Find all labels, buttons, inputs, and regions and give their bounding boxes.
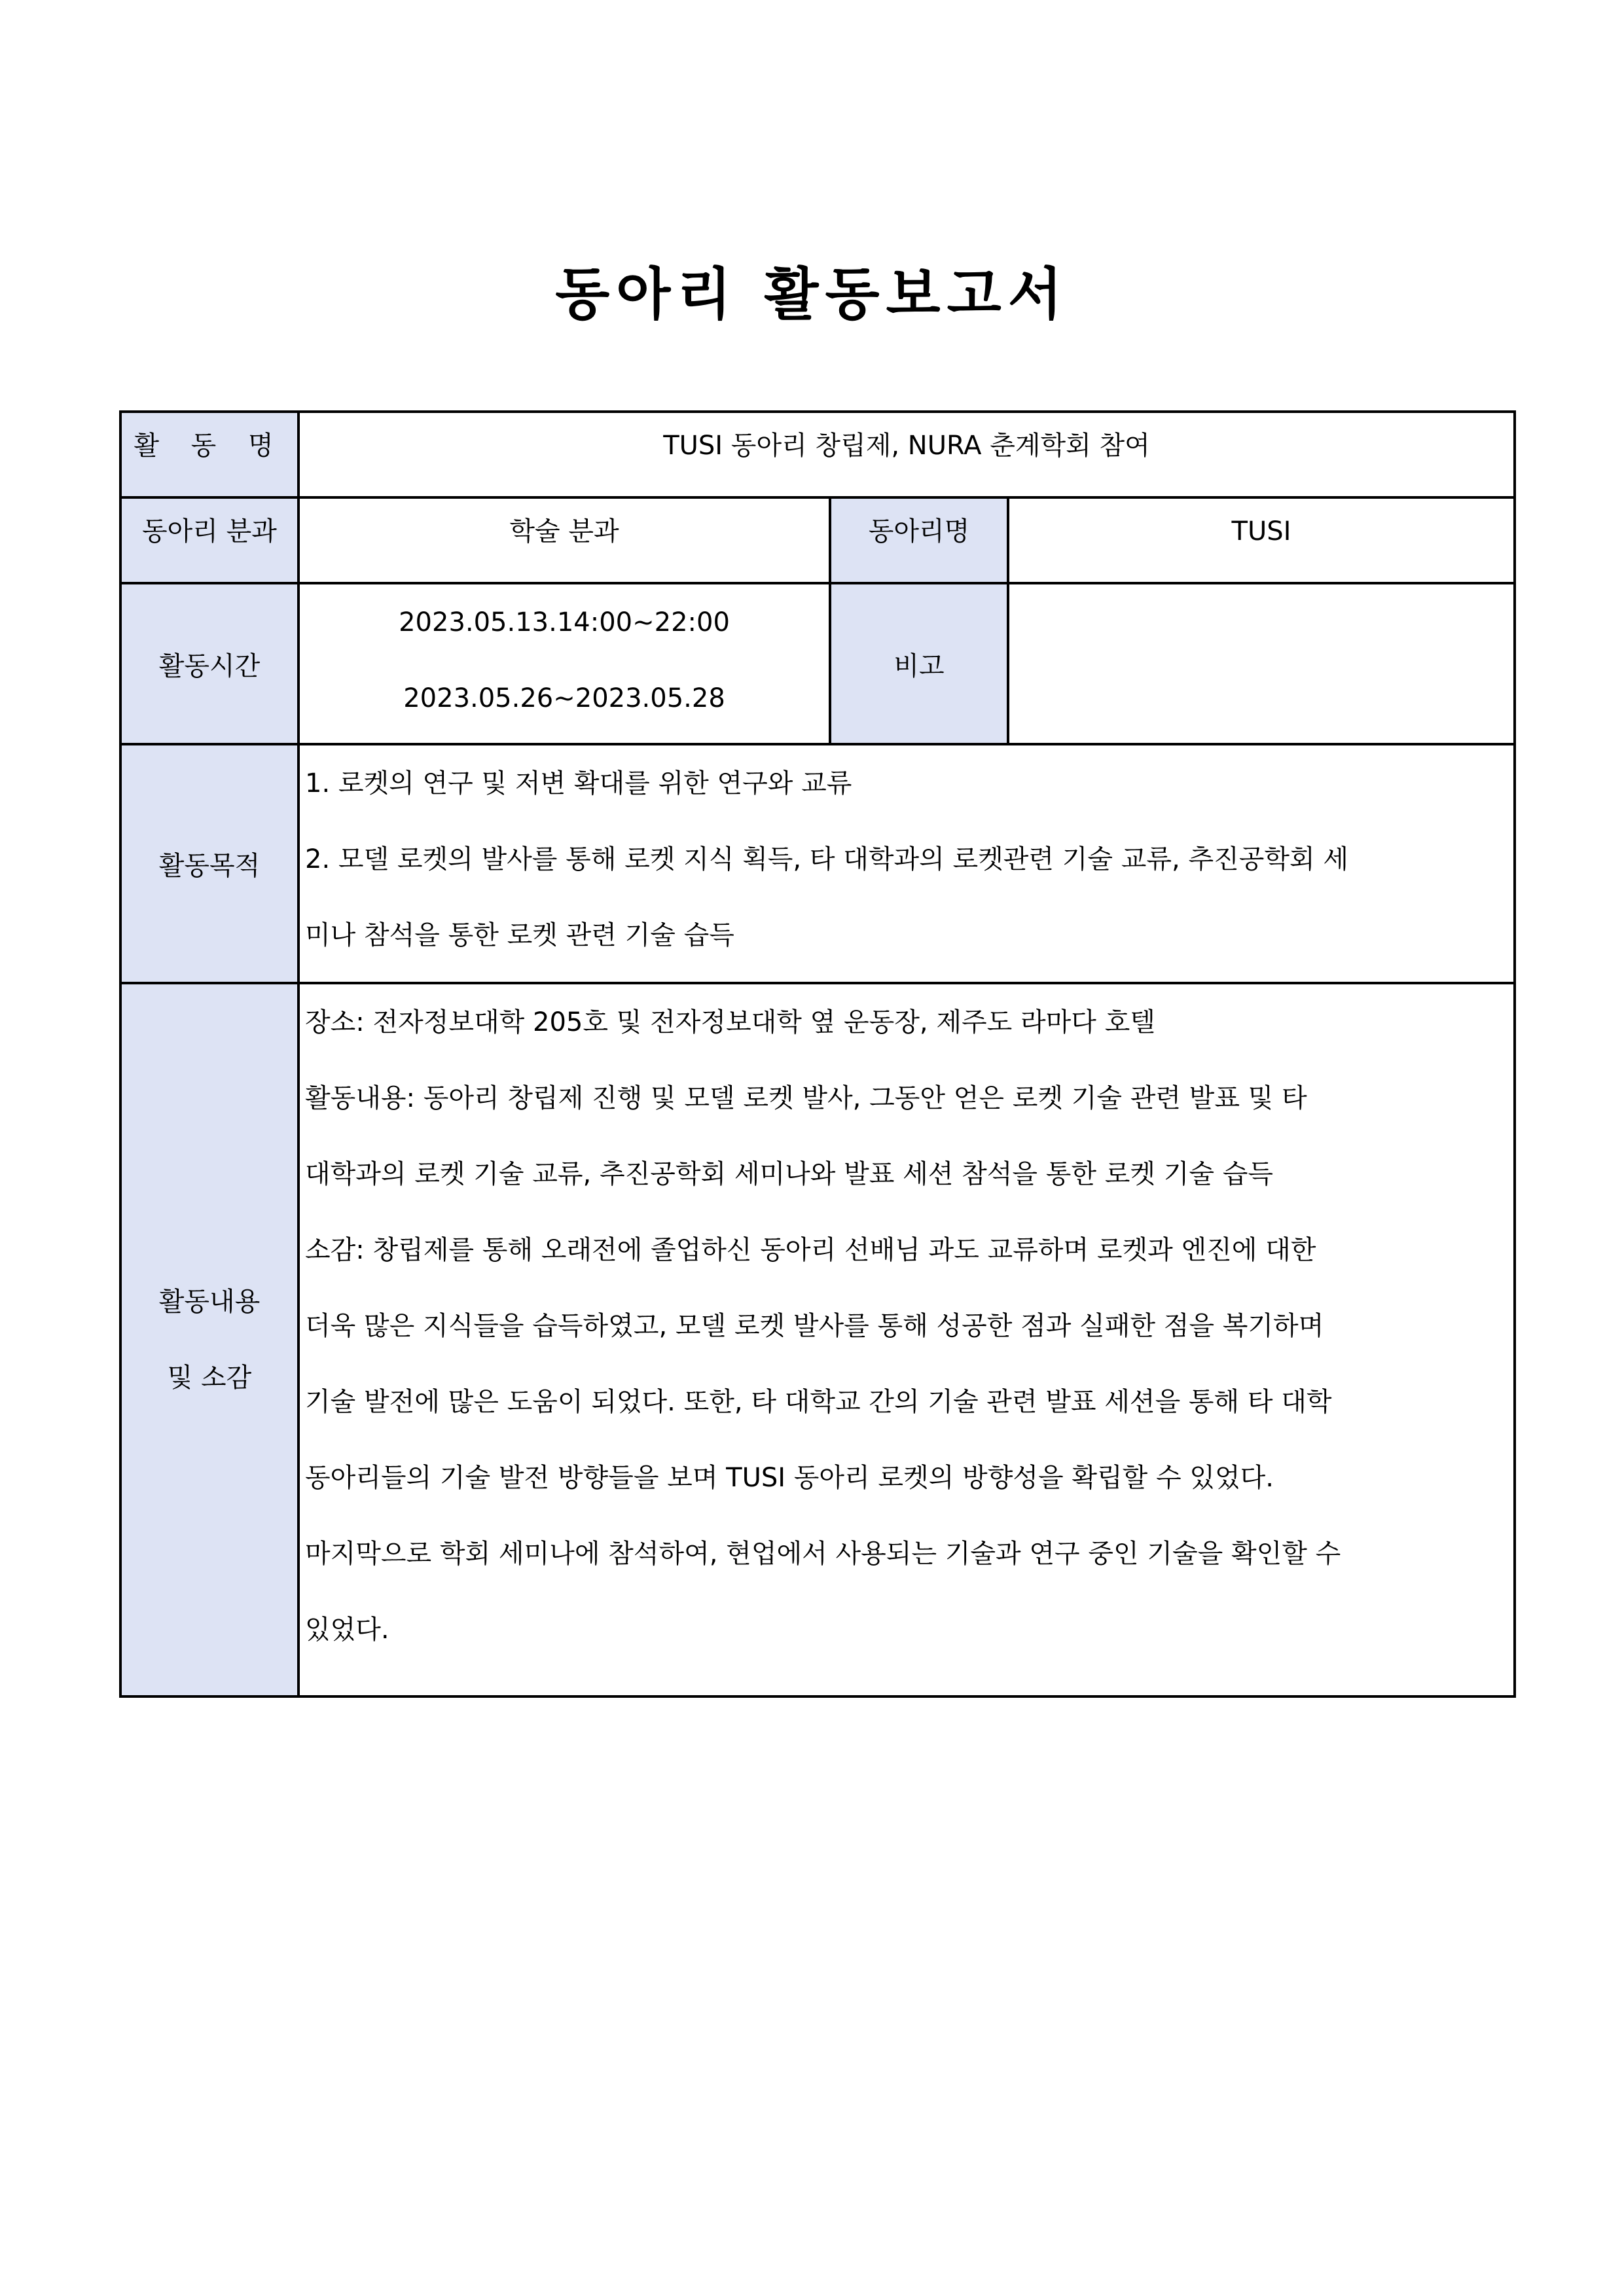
purpose-line-3: 미나 참석을 통한 로켓 관련 기술 습득 xyxy=(305,920,734,950)
activity-name-label: 활 동 명 xyxy=(134,431,285,461)
content-line-1: 장소: 전자정보대학 205호 및 전자정보대학 옆 운동장, 제주도 라마다 호텔 xyxy=(305,1007,1155,1037)
content-line-7: 동아리들의 기술 발전 방향들을 보며 TUSI 동아리 로켓의 방향성을 확립할 수 있었다. xyxy=(305,1463,1274,1493)
remarks-label-cell xyxy=(830,583,1008,744)
content-line-5: 더욱 많은 지식들을 습득하였고, 모델 로켓 발사를 통해 성공한 점과 실패한 점을 복기하며 xyxy=(305,1311,1324,1341)
content-value-cell xyxy=(298,983,1515,1696)
time-label-cell xyxy=(120,583,298,744)
division-label: 동아리 분과 xyxy=(142,516,277,547)
time-value-2: 2023.05.26~2023.05.28 xyxy=(403,683,725,713)
activity-name-value: TUSI 동아리 창립제, NURA 춘계학회 참여 xyxy=(663,431,1150,461)
row-activity-name xyxy=(120,412,1515,497)
activity-name-value-cell xyxy=(298,412,1515,497)
content-label-line-2: 및 소감 xyxy=(167,1363,252,1393)
purpose-line-2: 2. 모델 로켓의 발사를 통해 로켓 지식 획득, 타 대학과의 로켓관련 기술 교류, 추진공학회 세 xyxy=(305,844,1349,874)
time-label: 활동시간 xyxy=(158,651,261,681)
club-name-value-cell xyxy=(1008,497,1515,583)
content-line-8: 마지막으로 학회 세미나에 참석하여, 현업에서 사용되는 기술과 연구 중인 기술을 확인할 수 xyxy=(305,1539,1341,1569)
remarks-value-cell xyxy=(1008,583,1515,744)
time-value-1: 2023.05.13.14:00~22:00 xyxy=(399,607,730,637)
content-line-9: 있었다. xyxy=(305,1615,389,1645)
division-value: 학술 분과 xyxy=(509,516,619,547)
content-label-line-1: 활동내용 xyxy=(158,1287,261,1317)
content-line-2: 활동내용: 동아리 창립제 진행 및 모델 로켓 발사, 그동안 얻은 로켓 기술 관련 발표 및 타 xyxy=(305,1083,1307,1113)
row-division xyxy=(120,497,1515,583)
activity-name-label-cell xyxy=(120,412,298,497)
purpose-label-cell xyxy=(120,744,298,983)
content-label-cell xyxy=(120,983,298,1696)
content-line-6: 기술 발전에 많은 도움이 되었다. 또한, 타 대학교 간의 기술 관련 발표 세션을 통해 타 대학 xyxy=(305,1387,1332,1417)
document-title: 동아리 활동보고서 xyxy=(555,262,1069,327)
division-label-cell xyxy=(120,497,298,583)
row-content xyxy=(120,983,1515,1696)
purpose-label: 활동목적 xyxy=(158,851,261,881)
club-name-label-cell xyxy=(830,497,1008,583)
content-line-3: 대학과의 로켓 기술 교류, 추진공학회 세미나와 발표 세션 참석을 통한 로켓 기술 습득 xyxy=(305,1159,1274,1189)
club-name-label: 동아리명 xyxy=(868,516,970,547)
club-name-value: TUSI xyxy=(1231,516,1291,547)
time-value-cell xyxy=(298,583,830,744)
activity-report-table xyxy=(119,410,1516,1698)
purpose-value-cell xyxy=(298,744,1515,983)
row-purpose xyxy=(120,744,1515,983)
division-value-cell xyxy=(298,497,830,583)
purpose-line-1: 1. 로켓의 연구 및 저변 확대를 위한 연구와 교류 xyxy=(305,768,852,798)
remarks-label: 비고 xyxy=(893,651,945,681)
content-line-4: 소감: 창립제를 통해 오래전에 졸업하신 동아리 선배님 과도 교류하며 로켓과 엔진에 대한 xyxy=(305,1235,1316,1265)
row-activity-time xyxy=(120,583,1515,744)
